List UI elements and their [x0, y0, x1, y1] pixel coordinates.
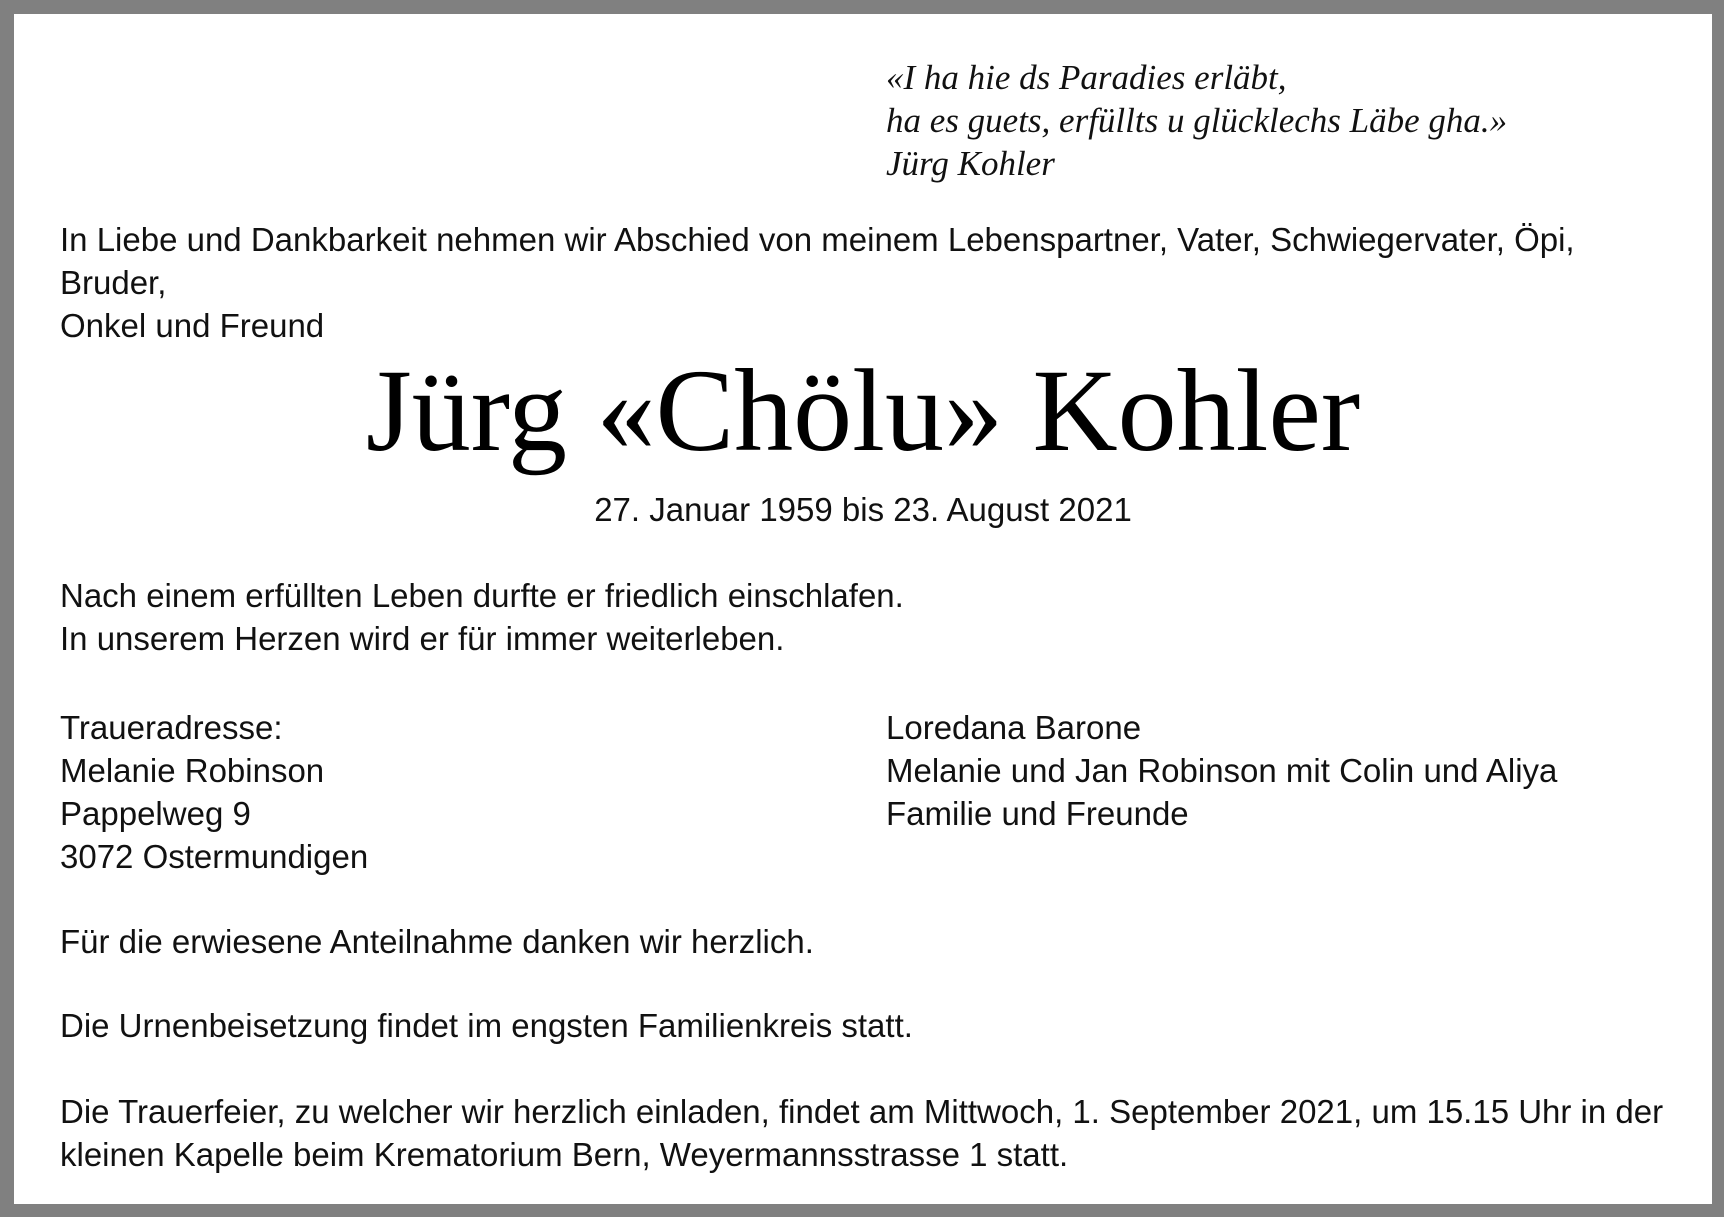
service-line: kleinen Kapelle beim Krematorium Bern, Weyermannsstrasse 1 statt.: [60, 1136, 1069, 1173]
life-dates: 27. Januar 1959 bis 23. August 2021: [594, 491, 1132, 528]
address-line: 3072 Ostermundigen: [60, 838, 369, 875]
funeral-service-note: [60, 1090, 1680, 1176]
mourner-line: Familie und Freunde: [886, 795, 1189, 832]
message-line: Nach einem erfüllten Leben durfte er friedlich einschlafen.: [60, 577, 904, 614]
deceased-name: Jürg «Chölu» Kohler: [365, 345, 1361, 476]
mourning-address: [60, 706, 368, 878]
address-label: Traueradresse:: [60, 709, 283, 746]
thanks-note: Für die erwiesene Anteilnahme danken wir herzlich.: [60, 923, 814, 960]
quote-line: ha es guets, erfüllts u glücklechs Läbe gha.»: [886, 101, 1508, 140]
intro-text: [60, 218, 1680, 347]
message-line: In unserem Herzen wird er für immer weiterleben.: [60, 620, 785, 657]
service-line: Die Trauerfeier, zu welcher wir herzlich einladen, findet am Mittwoch, 1. September 2021, um 15.15 Uhr in der: [60, 1093, 1664, 1130]
mourner-line: Melanie und Jan Robinson mit Colin und Aliya: [886, 752, 1558, 789]
farewell-message: [60, 574, 904, 660]
mourner-line: Loredana Barone: [886, 709, 1142, 746]
obituary-card: [14, 14, 1712, 1204]
address-line: Pappelweg 9: [60, 795, 251, 832]
mourners-list: [886, 706, 1557, 835]
intro-line: In Liebe und Dankbarkeit nehmen wir Abschied von meinem Lebenspartner, Vater, Schwiegervater, Öpi, Bruder,: [60, 221, 1575, 301]
urn-burial-note: Die Urnenbeisetzung findet im engsten Familienkreis statt.: [60, 1007, 913, 1044]
intro-line: Onkel und Freund: [60, 307, 325, 344]
quote-attribution: Jürg Kohler: [886, 144, 1055, 183]
quote-line: «I ha hie ds Paradies erläbt,: [886, 58, 1287, 97]
epigraph-quote: [886, 56, 1507, 185]
address-line: Melanie Robinson: [60, 752, 325, 789]
